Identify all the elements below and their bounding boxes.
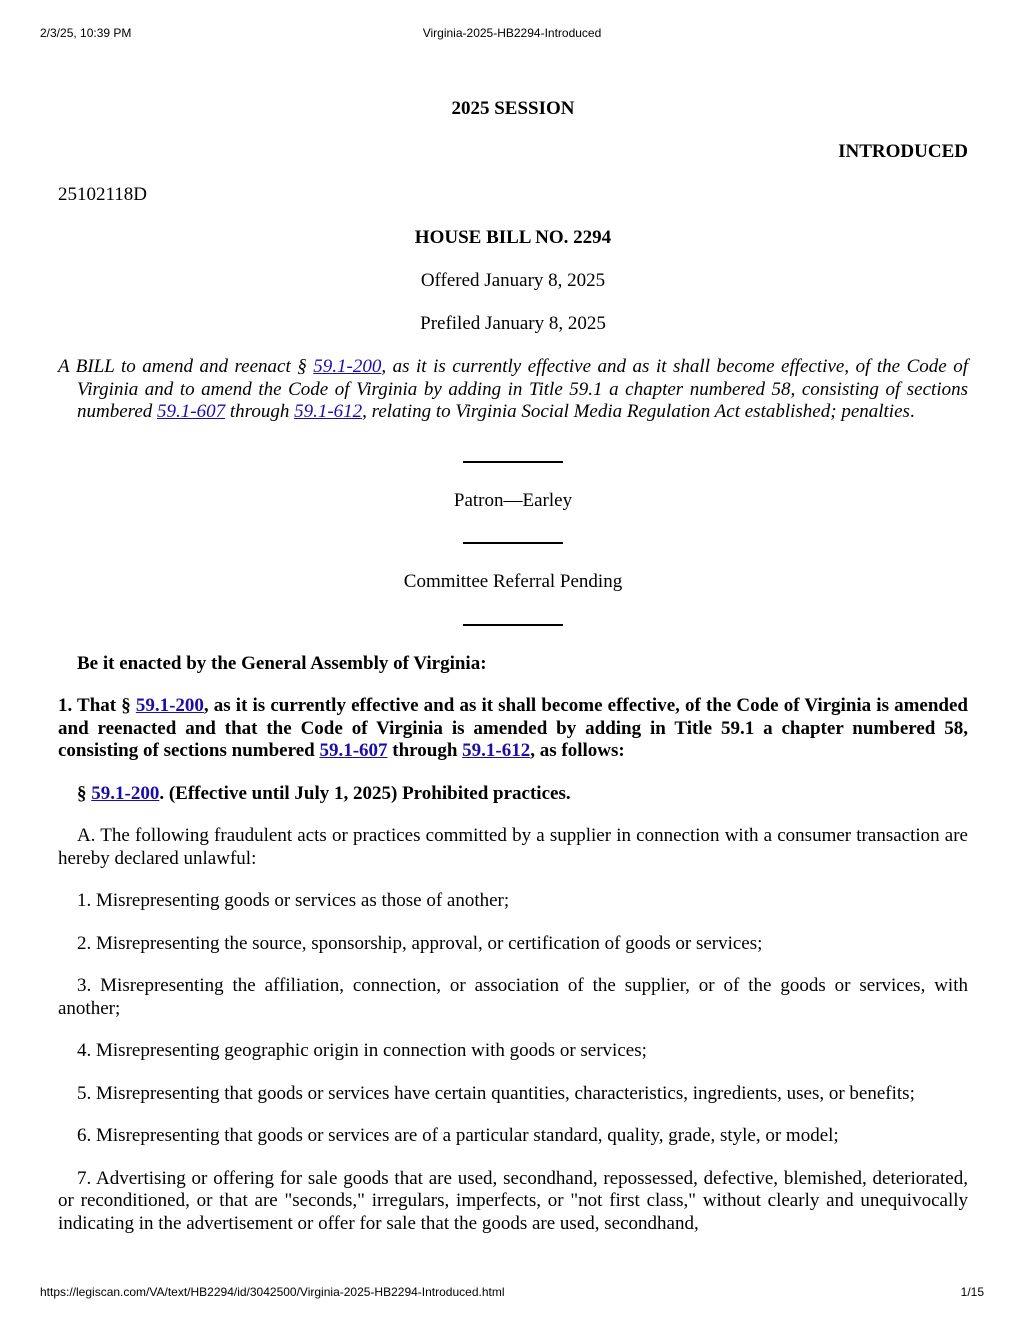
code-link-59-1-200[interactable]: 59.1-200 xyxy=(313,356,382,377)
list-item: 3. Misrepresenting the affiliation, connection, or association of the supplier, or of the goods or services, with another; xyxy=(58,975,968,1019)
committee-line: Committee Referral Pending xyxy=(403,571,623,592)
bill-title-text-3: through xyxy=(225,401,295,422)
print-datetime: 2/3/25, 10:39 PM xyxy=(40,26,132,40)
code-link-59-1-612[interactable]: 59.1-612 xyxy=(462,740,531,761)
section-1-text-3: through xyxy=(387,740,463,761)
source-url: https://legiscan.com/VA/text/HB2294/id/3042500/Virginia-2025-HB2294-Introduced.html xyxy=(40,1285,505,1299)
bill-number: HOUSE BILL NO. 2294 xyxy=(414,227,612,248)
bill-document xyxy=(58,98,968,1235)
bill-title-text-5: . xyxy=(909,401,915,422)
print-title: Virginia-2025-HB2294-Introduced xyxy=(422,26,602,40)
code-link-59-1-200[interactable]: 59.1-200 xyxy=(135,695,204,716)
list-item: 4. Misrepresenting geographic origin in connection with goods or services; xyxy=(77,1040,647,1061)
section-heading xyxy=(58,783,968,806)
bill-title-text-2: , as it is currently effective and as it shall become effective, of the Code of Virginia and to amend the Code of Virginia by adding in Title 59.1 a chapter numbered 58, consisting of sections numbered xyxy=(77,356,968,422)
list-item: 5. Misrepresenting that goods or services have certain quantities, characteristics, ingredients, uses, or benefits; xyxy=(77,1082,915,1104)
divider-rule xyxy=(463,542,563,544)
section-1-text-2: , as it is currently effective and as it shall become effective, of the Code of Virginia is amended and reenacted and that the Code of Virginia is amended by adding in Title 59.1 a chapter numbered 58, consisting of sections numbered xyxy=(58,695,968,761)
section-heading-text-2: . (Effective until July 1, 2025) Prohibited practices. xyxy=(159,782,571,804)
list-item: 7. Advertising or offering for sale goods that are used, secondhand, repossessed, defective, blemished, deteriorated, or reconditioned, or that are "seconds," irregulars, imperfects, or "not first class," without clearly and unequivocally indicating in the advertisement or offer for sale that the goods are used, secondhand, xyxy=(58,1167,968,1234)
enacting-clause: Be it enacted by the General Assembly of Virginia: xyxy=(77,652,487,674)
section-heading-text-1: § xyxy=(77,782,92,804)
bill-title xyxy=(58,356,968,424)
code-link-59-1-612[interactable]: 59.1-612 xyxy=(294,401,363,422)
section-1-text-1: 1. That § xyxy=(58,695,136,716)
list-item: 2. Misrepresenting the source, sponsorship, approval, or certification of goods or services; xyxy=(77,932,763,954)
code-link-59-1-607[interactable]: 59.1-607 xyxy=(319,740,388,761)
status-label: INTRODUCED xyxy=(838,141,968,162)
divider-rule xyxy=(463,461,563,463)
bill-title-text-4: , relating to Virginia Social Media Regulation Act established; penalties xyxy=(362,401,910,422)
section-1-text-4: , as follows: xyxy=(530,740,625,761)
print-header xyxy=(40,26,984,42)
bill-title-text-1: A BILL to amend and reenact § xyxy=(58,356,314,377)
page-number: 1/15 xyxy=(960,1285,984,1299)
doc-id: 25102118D xyxy=(58,184,148,205)
offered-date: Offered January 8, 2025 xyxy=(420,270,606,291)
section-1-paragraph xyxy=(58,695,968,763)
divider-rule xyxy=(463,624,563,626)
paragraph-a: A. The following fraudulent acts or practices committed by a supplier in connection with a consumer transaction are hereby declared unlawful: xyxy=(58,825,968,869)
list-item: 1. Misrepresenting goods or services as those of another; xyxy=(77,890,510,911)
code-link-59-1-607[interactable]: 59.1-607 xyxy=(157,401,226,422)
patron-line: Patron—Earley xyxy=(453,489,573,511)
list-item: 6. Misrepresenting that goods or services are of a particular standard, quality, grade, style, or model; xyxy=(77,1125,839,1146)
prefiled-date: Prefiled January 8, 2025 xyxy=(420,313,606,334)
session-label: 2025 SESSION xyxy=(451,98,575,119)
code-link-59-1-200[interactable]: 59.1-200 xyxy=(91,782,160,804)
print-footer xyxy=(40,1285,984,1301)
